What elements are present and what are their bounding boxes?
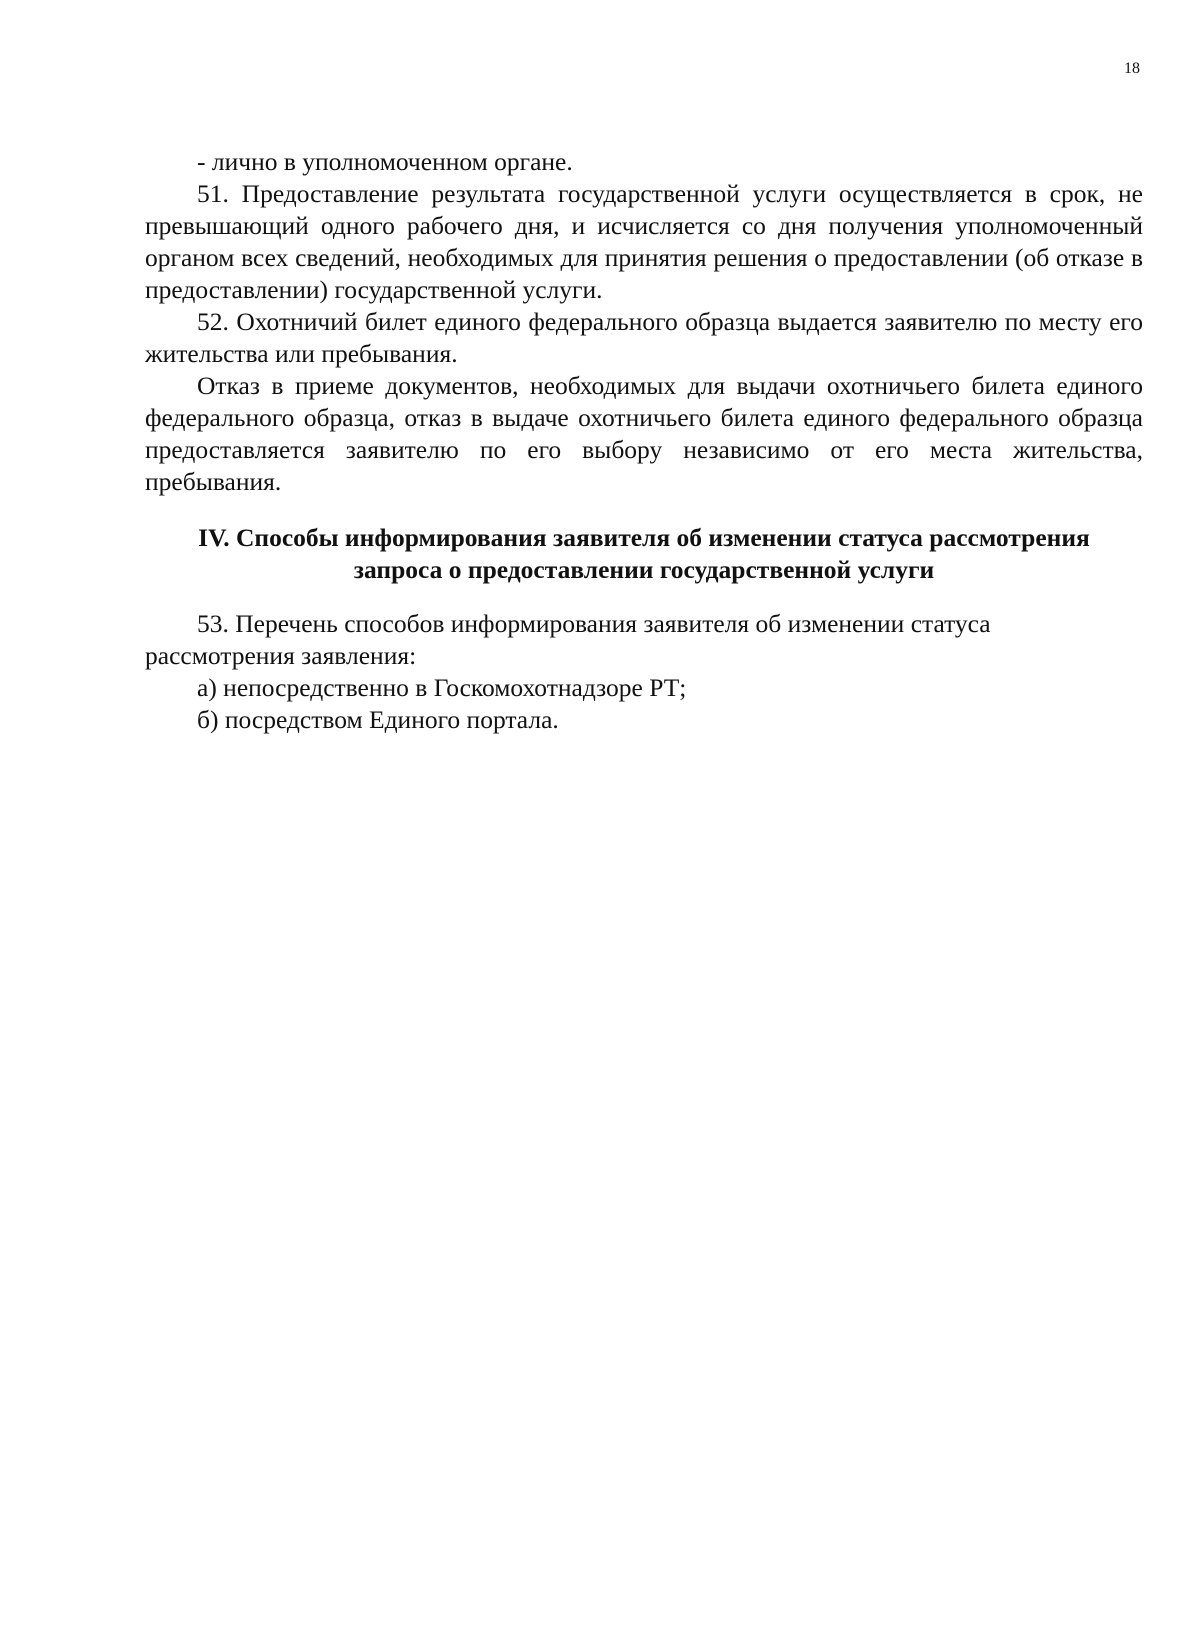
- paragraph-refusal: Отказ в приеме документов, необходимых для выдачи охотничьего билета единого федерального образца, отказ в выдаче охотничьего билета единого федерального образца предоставляется заявителю по его выбору независимо от его места жительства, пребывания.: [145, 371, 1143, 496]
- paragraph-personal-submission: - лично в уполномоченном органе.: [197, 147, 573, 176]
- section-heading: [145, 522, 1143, 586]
- section-heading-line-2: запроса о предоставлении государственной услуги: [353, 555, 935, 584]
- page-number: 18: [1124, 60, 1140, 77]
- paragraph-51: 51. Предоставление результата государственной услуги осуществляется в срок, не превышающий одного рабочего дня, и исчисляется со дня получения уполномоченный органом всех сведений, необходимых для принятия решения о предоставлении (об отказе в предоставлении) государственной услуги.: [145, 179, 1143, 304]
- document-body: [145, 146, 1143, 736]
- section-heading-line-1: IV. Способы информирования заявителя об изменении статуса рассмотрения: [198, 523, 1090, 552]
- paragraph-53: 53. Перечень способов информирования заявителя об изменении статуса рассмотрения заявления:: [145, 609, 991, 670]
- paragraph-52: 52. Охотничий билет единого федерального образца выдается заявителю по месту его жительства или пребывания.: [145, 307, 1143, 368]
- list-item-a: а) непосредственно в Госкомохотнадзоре РТ;: [197, 673, 687, 702]
- list-item-b: б) посредством Единого портала.: [197, 705, 559, 734]
